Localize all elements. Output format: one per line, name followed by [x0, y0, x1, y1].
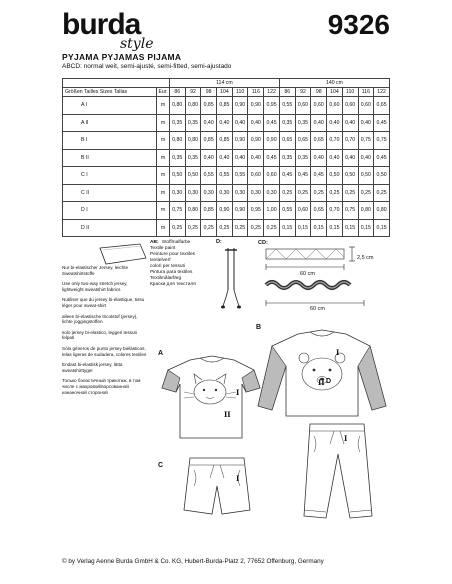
table-cell: 0,25 [358, 184, 374, 202]
table-cell: 0,50 [327, 167, 343, 185]
row-unit: m [157, 97, 170, 115]
row-label: C II [63, 184, 157, 202]
table-cell: 0,90 [248, 97, 264, 115]
table-corner [63, 79, 170, 88]
table-cell: 0,40 [232, 114, 248, 132]
unit-header: Eur. [158, 89, 168, 95]
table-cell: 0,35 [185, 149, 201, 167]
table-cell: 0,35 [169, 114, 185, 132]
table-group-header-row [63, 79, 390, 88]
table-cell: 0,80 [185, 97, 201, 115]
table-cell: 0,15 [358, 219, 374, 237]
group-header-140: 140 cm [279, 79, 389, 88]
size-header: 104 [217, 88, 233, 97]
table-cell: 0,30 [232, 184, 248, 202]
table-cell: 0,75 [169, 202, 185, 220]
table-cell: 0,55 [217, 167, 233, 185]
size-header: 116 [358, 88, 374, 97]
table-cell: 0,55 [279, 202, 295, 220]
table-cell: 0,50 [185, 167, 201, 185]
table-cell: 0,90 [217, 202, 233, 220]
table-cell: 0,65 [311, 132, 327, 150]
fabric-recommendation: Endast bi-elastisk jersey, lätta sweatshirttyger [62, 362, 123, 373]
row-unit: m [157, 114, 170, 132]
table-cell: 0,35 [295, 149, 311, 167]
table-cell: 0,65 [374, 97, 390, 115]
table-row [63, 114, 390, 132]
fabric-recommendation: Use only two-way stretch jersey, lightweight sweatshirt fabrics [62, 281, 128, 292]
size-header: 92 [185, 88, 201, 97]
fabric-label-d-one: I [344, 434, 348, 443]
table-cell: 0,80 [358, 202, 374, 220]
fabric-label-a-two: II [224, 410, 231, 419]
table-cell: 0,85 [217, 132, 233, 150]
table-cell: 0,25 [169, 219, 185, 237]
table-row [63, 167, 390, 185]
size-header: 110 [232, 88, 248, 97]
notion-item: Краски для текстиля [150, 282, 196, 287]
notions-label: AB: [150, 240, 159, 245]
table-cell: 0,40 [327, 114, 343, 132]
table-cell: 0,15 [327, 219, 343, 237]
table-cell: 0,25 [185, 219, 201, 237]
table-cell: 0,30 [264, 184, 280, 202]
table-cell: 0,70 [327, 202, 343, 220]
table-cell: 0,85 [201, 202, 217, 220]
table-cell: 0,15 [374, 219, 390, 237]
table-cell: 0,25 [342, 184, 358, 202]
row-unit: m [157, 219, 170, 237]
table-cell: 0,55 [279, 97, 295, 115]
table-cell: 0,60 [327, 97, 343, 115]
sizes-header-label: Größen Tailles Sizes Tallas [63, 88, 157, 97]
table-cell: 0,45 [264, 114, 280, 132]
table-cell: 0,90 [264, 132, 280, 150]
notion-item: textielverf [150, 258, 171, 263]
row-label: C I [63, 167, 157, 185]
table-cell: 0,60 [295, 97, 311, 115]
size-header: 122 [374, 88, 390, 97]
table-cell: 0,95 [264, 97, 280, 115]
table-cell: 0,40 [311, 149, 327, 167]
table-cell: 0,45 [264, 149, 280, 167]
row-label: B II [63, 149, 157, 167]
table-cell: 0,40 [201, 114, 217, 132]
piece-label-a: A [158, 350, 164, 357]
row-unit: m [157, 132, 170, 150]
garment-illustrations [150, 318, 390, 528]
size-header: 122 [264, 88, 280, 97]
table-cell: 0,40 [217, 149, 233, 167]
table-cell: 0,40 [248, 149, 264, 167]
fabric-label-a-one: I [236, 388, 240, 397]
table-cell: 0,80 [169, 132, 185, 150]
table-cell: 0,75 [342, 202, 358, 220]
row-unit: m [157, 167, 170, 185]
table-cell: 0,25 [374, 184, 390, 202]
table-cell: 1,00 [264, 202, 280, 220]
row-unit: m [157, 149, 170, 167]
table-cell: 0,70 [327, 132, 343, 150]
table-cell: 0,40 [327, 149, 343, 167]
table-cell: 0,15 [342, 219, 358, 237]
table-cell: 0,80 [169, 97, 185, 115]
table-cell: 0,45 [374, 114, 390, 132]
notion-item: Textile paint [150, 246, 176, 251]
table-cell: 0,35 [279, 149, 295, 167]
table-cell: 0,25 [295, 184, 311, 202]
table-cell: 0,85 [201, 132, 217, 150]
table-cell: 0,80 [374, 202, 390, 220]
table-cell: 0,40 [311, 114, 327, 132]
top-b-illustration [258, 330, 386, 416]
table-cell: 0,45 [311, 167, 327, 185]
size-header: 110 [342, 88, 358, 97]
row-label: A II [63, 114, 157, 132]
table-cell: 0,35 [279, 114, 295, 132]
table-cell: 0,50 [342, 167, 358, 185]
size-header: 86 [169, 88, 185, 97]
table-cell: 0,40 [342, 149, 358, 167]
table-cell: 0,65 [311, 202, 327, 220]
table-cell: 0,90 [232, 132, 248, 150]
size-header: 116 [248, 88, 264, 97]
pattern-title: PYJAMA PYJAMAS PIJAMA [62, 52, 182, 62]
band-length-label: 60 cm [300, 271, 315, 277]
logo-wordmark: burda [62, 8, 141, 41]
needle-icon [218, 240, 248, 310]
piece-label-c: C [158, 462, 164, 469]
table-cell: 0,25 [217, 219, 233, 237]
table-cell: 0,80 [185, 132, 201, 150]
row-label: D II [63, 219, 157, 237]
table-cell: 0,40 [248, 114, 264, 132]
notion-item: Textilmålarfärg [150, 276, 182, 281]
notion-item: Peinture pour textiles [150, 252, 196, 257]
copyright-footer: © by Verlag Aenne Burda GmbH & Co. KG, Hubert-Burda-Platz 2, 77652 Offenburg, Germany [62, 558, 324, 565]
table-cell: 0,55 [201, 167, 217, 185]
size-header: 104 [327, 88, 343, 97]
table-cell: 0,60 [358, 97, 374, 115]
logo-style-text: style [120, 36, 154, 52]
table-cell: 0,25 [264, 219, 280, 237]
table-cell: 0,60 [311, 97, 327, 115]
size-header: 98 [201, 88, 217, 97]
size-header: 92 [295, 88, 311, 97]
table-cell: 0,90 [232, 97, 248, 115]
row-label: A I [63, 97, 157, 115]
table-cell: 0,25 [248, 219, 264, 237]
table-cell: 0,35 [295, 114, 311, 132]
table-size-header-row [63, 88, 390, 97]
fabric-recommendation: Nur bi-elastischer Jersey, leichte Sweatshirtstoffe [62, 265, 129, 276]
size-header: 98 [311, 88, 327, 97]
fabric-label-c-one: I [236, 474, 240, 483]
table-row [63, 184, 390, 202]
table-cell: 0,40 [232, 149, 248, 167]
table-cell: 0,25 [327, 184, 343, 202]
table-cell: 0,75 [358, 132, 374, 150]
table-cell: 0,85 [201, 97, 217, 115]
table-cell: 0,75 [374, 132, 390, 150]
notion-item: Stoffmalfarbe [161, 240, 191, 245]
piece-label-d: D [326, 378, 332, 385]
table-cell: 0,40 [201, 149, 217, 167]
table-row [63, 219, 390, 237]
top-a-illustration [162, 356, 260, 438]
table-cell: 0,25 [201, 219, 217, 237]
table-cell: 0,30 [248, 184, 264, 202]
table-cell: 0,30 [185, 184, 201, 202]
piece-label-b: B [256, 324, 262, 331]
table-cell: 0,45 [374, 149, 390, 167]
table-cell: 0,30 [169, 184, 185, 202]
fabric-label-b-two: II [318, 378, 325, 387]
table-cell: 0,90 [232, 202, 248, 220]
row-label: D I [63, 202, 157, 220]
table-cell: 0,85 [217, 97, 233, 115]
notions-list [150, 240, 196, 288]
cord-length-label: 60 cm [310, 306, 325, 312]
table-cell: 0,55 [232, 167, 248, 185]
table-cell: 0,45 [295, 167, 311, 185]
pants-d-illustration [304, 424, 372, 518]
table-cell: 0,95 [248, 202, 264, 220]
table-cell: 0,40 [342, 114, 358, 132]
table-cell: 0,70 [342, 132, 358, 150]
table-cell: 0,15 [295, 219, 311, 237]
notion-item: colori per tessuti [150, 264, 185, 269]
table-cell: 0,60 [264, 167, 280, 185]
table-row [63, 149, 390, 167]
notion-cd-label: CD: [258, 240, 268, 246]
table-cell: 0,50 [358, 167, 374, 185]
table-row [63, 202, 390, 220]
size-header: 86 [279, 88, 295, 97]
row-unit: m [157, 202, 170, 220]
pattern-number: 9326 [327, 9, 390, 40]
fabric-label-b-one: I [336, 348, 340, 357]
fabric-recommendation: Sólo géneros de punto jersey bielásticos, telas ligeras de sudadera, colores textiles [62, 345, 147, 357]
table-cell: 0,40 [217, 114, 233, 132]
table-cell: 0,50 [374, 167, 390, 185]
table-row [63, 97, 390, 115]
fabric-recommendation: Nutiliser que du jersey bi-élastique, tissu léger pour sweat-shirt [62, 297, 145, 308]
table-cell: 0,65 [295, 132, 311, 150]
fabric-recommendations [62, 265, 148, 400]
table-cell: 0,30 [217, 184, 233, 202]
table-cell: 0,65 [279, 132, 295, 150]
table-cell: 0,45 [279, 167, 295, 185]
fabric-recommendation: solo jersey bi-elastico, leggeri tessuti felpati [62, 329, 137, 341]
shorts-c-illustration [184, 458, 250, 514]
row-unit: m [157, 184, 170, 202]
row-label: B I [63, 132, 157, 150]
fabric-recommendation: Только бэластичный трикотаж, в том числе с махровой/ворсованной изнаночной стороной [62, 378, 141, 395]
pattern-fit: ABCD: normal weit, semi-ajusté, semi-fitted, semi-ajustado [62, 63, 232, 70]
table-cell: 0,60 [342, 97, 358, 115]
table-cell: 0,25 [311, 184, 327, 202]
table-cell: 0,15 [311, 219, 327, 237]
table-cell: 0,25 [279, 184, 295, 202]
table-cell: 0,40 [358, 114, 374, 132]
fabric-recommendation: alleen bi-elastische tricotstof (jersey), lichte joggingstoffen [62, 313, 138, 325]
table-cell: 0,90 [248, 132, 264, 150]
band-width-label: 2,5 cm [357, 255, 374, 261]
table-cell: 0,35 [169, 149, 185, 167]
table-cell: 0,25 [232, 219, 248, 237]
yardage-table [62, 78, 390, 237]
table-cell: 0,30 [201, 184, 217, 202]
table-cell: 0,35 [185, 114, 201, 132]
burda-logo [62, 10, 182, 54]
table-cell: 0,60 [248, 167, 264, 185]
group-header-114: 114 cm [169, 79, 279, 88]
table-cell: 0,80 [185, 202, 201, 220]
table-cell: 0,60 [295, 202, 311, 220]
table-cell: 0,40 [358, 149, 374, 167]
table-cell: 0,15 [279, 219, 295, 237]
notion-d-label: D: [216, 239, 222, 245]
notion-item: Pintura para textiles [150, 270, 193, 275]
table-cell: 0,50 [169, 167, 185, 185]
table-row [63, 132, 390, 150]
